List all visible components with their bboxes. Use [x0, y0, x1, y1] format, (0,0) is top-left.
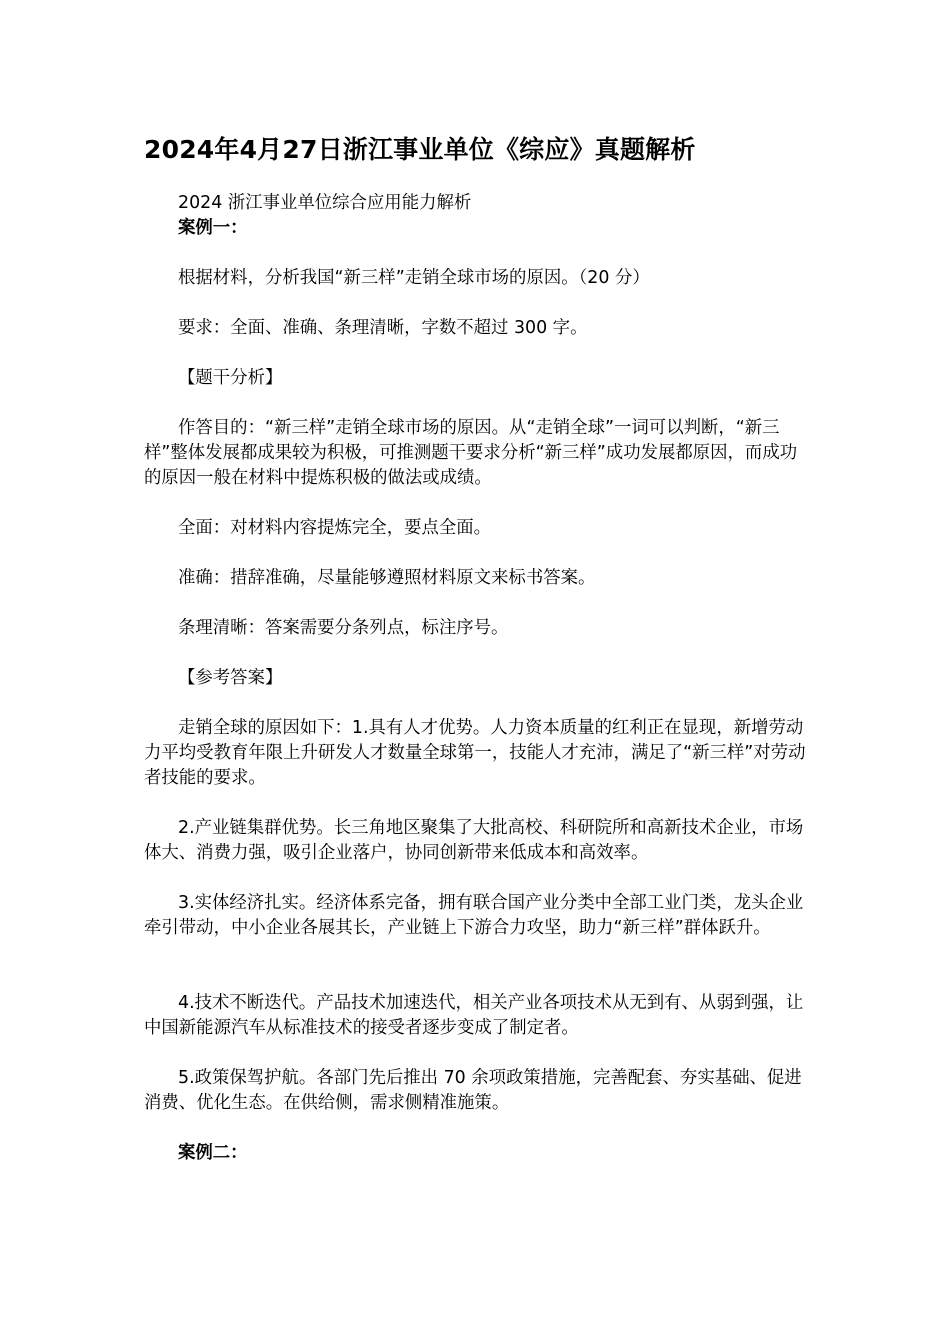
- question-text: 根据材料，分析我国“新三样”走销全球市场的原因。（20 分）: [178, 268, 650, 288]
- analysis-full: 全面：对材料内容提炼完全，要点全面。: [178, 518, 492, 538]
- answer-item-2: 2.产业链集群优势。长三角地区聚集了大批高校、科研院所和高新技术企业，市场体大、消费力强，吸引企业落户，协同创新带来低成本和高效率。: [144, 818, 804, 863]
- analysis-heading: 【题干分析】: [178, 368, 283, 388]
- document-subtitle: 2024 浙江事业单位综合应用能力解析: [178, 193, 472, 213]
- answer-item-3: 3.实体经济扎实。经济体系完备，拥有联合国产业分类中全部工业门类，龙头企业牵引带动，中小企业各展其长，产业链上下游合力攻坚，助力“新三样”群体跃升。: [144, 893, 804, 938]
- answer-item-5: 5.政策保驾护航。各部门先后推出 70 余项政策措施，完善配套、夯实基础、促进消费、优化生态。在供给侧，需求侧精准施策。: [144, 1068, 802, 1113]
- answer-heading: 【参考答案】: [178, 668, 283, 688]
- analysis-purpose: 作答目的：“新三样”走销全球市场的原因。从“走销全球”一词可以判断，“新三样”整体发展都成果较为积极，可推测题干要求分析“新三样”成功发展都原因，而成功的原因一般在材料中提炼积极的做法或成绩。: [144, 418, 798, 488]
- case2-heading: 案例二：: [178, 1143, 248, 1163]
- requirement-text: 要求：全面、准确、条理清晰，字数不超过 300 字。: [178, 318, 588, 338]
- analysis-clear: 条理清晰：答案需要分条列点，标注序号。: [178, 618, 509, 638]
- answer-item-4: 4.技术不断迭代。产品技术加速迭代，相关产业各项技术从无到有、从弱到强，让中国新能源汽车从标准技术的接受者逐步变成了制定者。: [144, 993, 804, 1038]
- case1-heading: 案例一：: [178, 218, 248, 238]
- answer-item-1: 走销全球的原因如下：1.具有人才优势。人力资本质量的红利正在显现，新增劳动力平均受教育年限上升研发人才数量全球第一，技能人才充沛，满足了“新三样”对劳动者技能的要求。: [144, 718, 806, 788]
- document-title: 2024年4月27日浙江事业单位《综应》真题解析: [144, 135, 696, 164]
- analysis-accurate: 准确：措辞准确，尽量能够遵照材料原文来标书答案。: [178, 568, 596, 588]
